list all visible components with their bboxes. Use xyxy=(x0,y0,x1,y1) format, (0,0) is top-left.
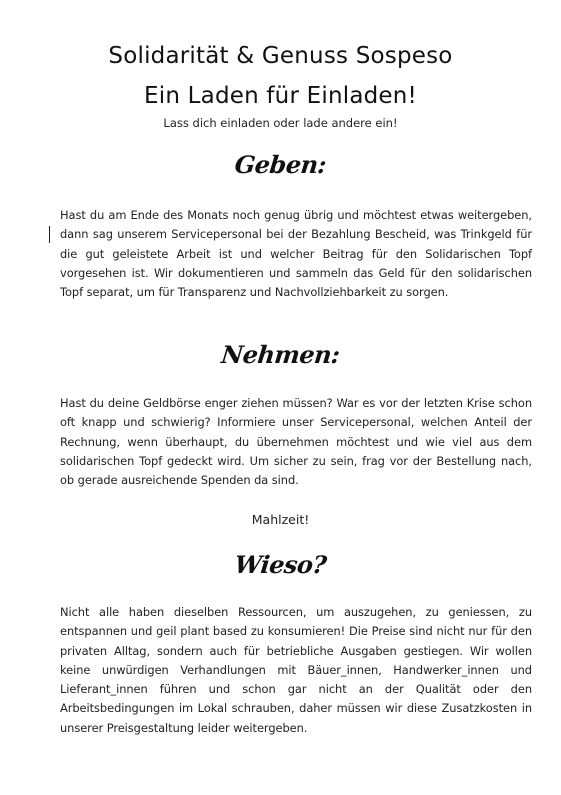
section-heading-nehmen: Nehmen: xyxy=(219,340,342,369)
section-text-geben[interactable]: Hast du am Ende des Monats noch genug übrig und möchtest etwas weitergeben, dann sag unserem Servicepersonal bei der Bezahlung Bescheid, was Trinkgeld für die gut geleistete Arbeit ist und welcher Beitrag für den Solidarischen Topf vorgesehen ist. Wir dokumentieren und sammeln das Geld für den solidarischen Topf separat, um für Transparenz und Nachvollziehbarkeit zu sorgen. xyxy=(60,208,532,300)
document-subtitle: Lass dich einladen oder lade andere ein! xyxy=(163,116,398,130)
closing-text: Mahlzeit! xyxy=(251,512,310,527)
section-text-nehmen[interactable]: Hast du deine Geldbörse enger ziehen müssen? War es vor der letzten Krise schon oft knapp und schwierig? Informiere unser Servicepersonal, welchen Anteil der Rechnung, wenn überhaupt, du übernehmen möchtest und wie viel aus dem solidarischen Topf gedeckt wird. Um sicher zu sein, frag vor der Bestellung nach, ob gerade ausreichende Spenden da sind. xyxy=(60,396,532,488)
section-heading-geben: Geben: xyxy=(233,150,328,179)
document-title-line-1: Solidarität & Genuss Sospeso xyxy=(108,43,453,69)
section-text-wieso[interactable]: Nicht alle haben dieselben Ressourcen, um auszugehen, zu geniessen, zu entspannen und geil plant based zu konsumieren! Die Preise sind nicht nur für den privaten Alltag, sondern auch für betriebliche Ausgaben gestiegen. Wir wollen keine unwürdigen Verhandlungen mit Bäuer_innen, Handwerker_innen und Lieferant_innen führen und schon gar nicht an der Qualität oder den Arbeitsbedingungen im Lokal schrauben, daher müssen wir diese Zusatzkosten in unserer Preisgestaltung leider weitergeben. xyxy=(60,605,532,735)
text-cursor xyxy=(49,226,50,243)
section-heading-wieso: Wieso? xyxy=(233,550,328,579)
document-title-line-2: Ein Laden für Einladen! xyxy=(144,83,417,109)
